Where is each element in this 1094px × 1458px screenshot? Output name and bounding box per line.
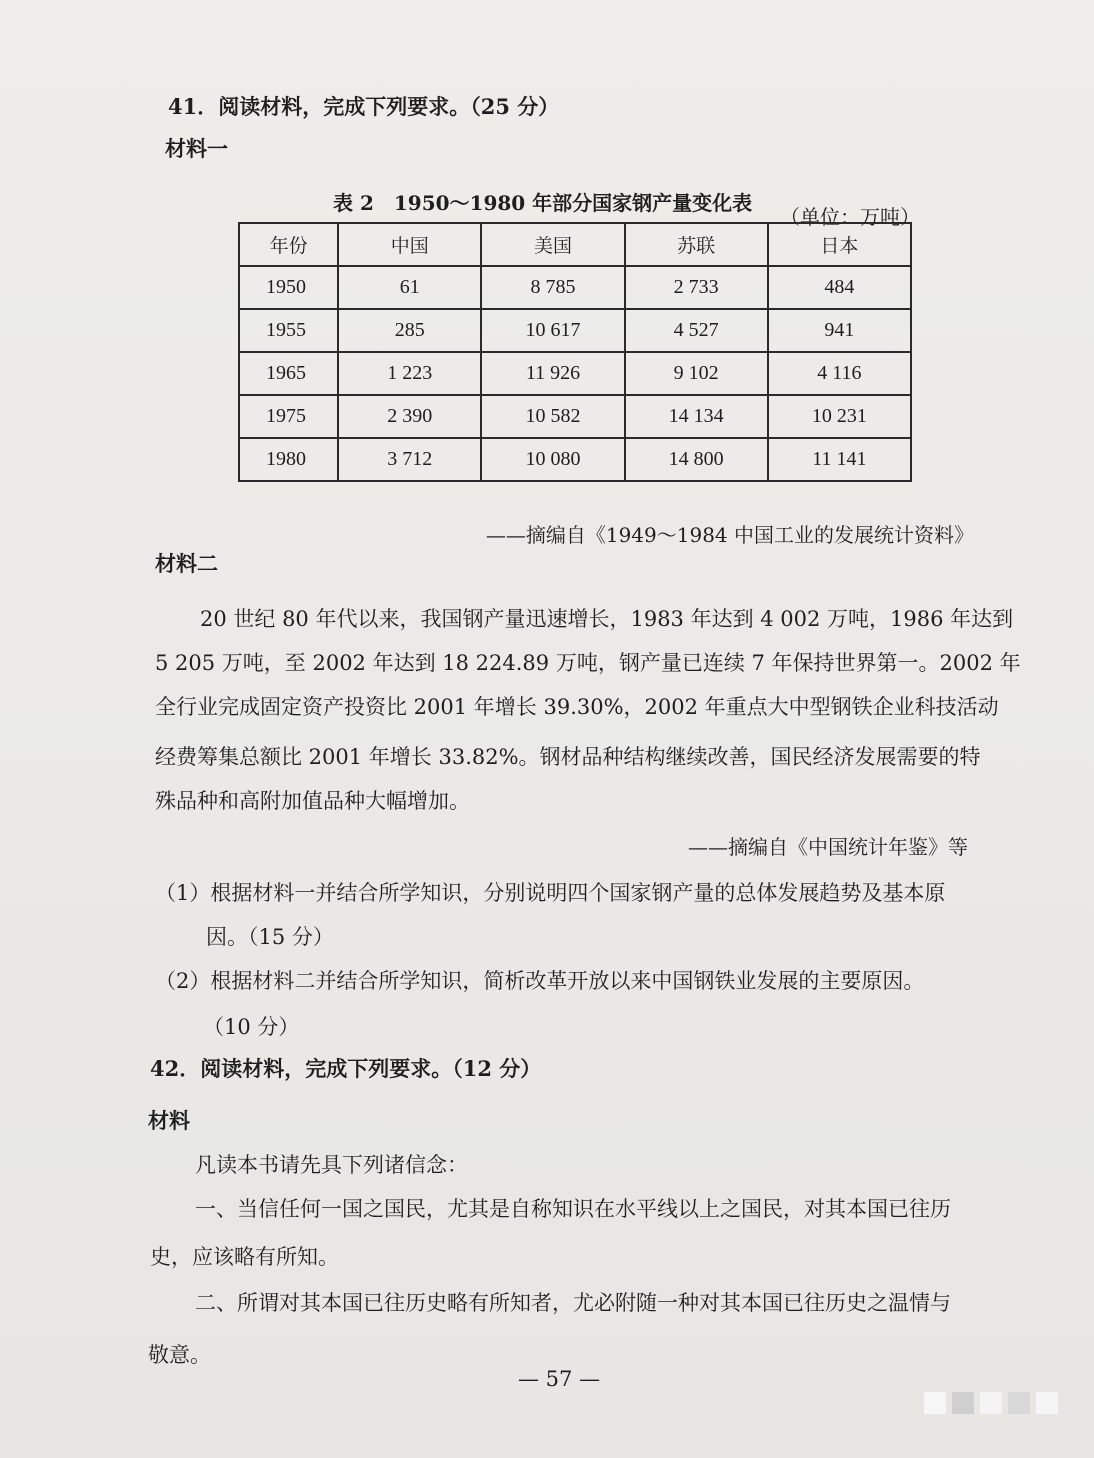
q42-heading: 42．阅读材料，完成下列要求。（12 分） [150,1056,542,1081]
cell-ussr: 14 134 [625,395,768,438]
cell-year: 1975 [239,395,338,438]
source-citation-one: ——摘编自《1949～1984 中国工业的发展统计资料》 [485,523,974,547]
material-two-line: 经费筹集总额比 2001 年增长 33.82%。钢材品种结构继续改善，国民经济发展需要的特 [155,745,981,769]
cell-usa: 10 080 [481,438,624,481]
q41-heading: 41．阅读材料，完成下列要求。（25 分） [168,94,560,119]
source-citation-two: ——摘编自《中国统计年鉴》等 [688,835,968,859]
cell-china: 3 712 [338,438,481,481]
cell-china: 61 [338,266,481,309]
q42-line: 凡读本书请先具下列诸信念： [195,1153,468,1177]
cell-usa: 8 785 [481,266,624,309]
cell-year: 1950 [239,266,338,309]
cell-year: 1955 [239,309,338,352]
cell-ussr: 14 800 [625,438,768,481]
header-china: 中国 [338,223,481,266]
material-two-line: 5 205 万吨，至 2002 年达到 18 224.89 万吨，钢产量已连续 7 年保持世界第一。2002 年 [155,651,1021,675]
q42-material-label: 材料 [148,1108,190,1133]
table-row [239,438,911,481]
cell-ussr: 9 102 [625,352,768,395]
pixelated-watermark [924,1392,1058,1414]
question-one-cont: 因。（15 分） [206,925,334,949]
q42-line: 二、所谓对其本国已往历史略有所知者，尤必附随一种对其本国已往历史之温情与 [195,1291,951,1315]
cell-japan: 4 116 [768,352,911,395]
header-ussr: 苏联 [625,223,768,266]
cell-china: 285 [338,309,481,352]
q42-line: 敬意。 [148,1343,211,1367]
material-two-line: 全行业完成固定资产投资比 2001 年增长 39.30%，2002 年重点大中型钢铁企业科技活动 [155,695,999,719]
cell-ussr: 4 527 [625,309,768,352]
header-japan: 日本 [768,223,911,266]
cell-japan: 941 [768,309,911,352]
material-two-line: 20 世纪 80 年代以来，我国钢产量迅速增长，1983 年达到 4 002 万吨，1986 年达到 [200,607,1014,631]
material-two-line: 殊品种和高附加值品种大幅增加。 [155,789,470,813]
cell-china: 1 223 [338,352,481,395]
cell-japan: 484 [768,266,911,309]
table-unit: （单位：万吨） [780,205,920,229]
cell-china: 2 390 [338,395,481,438]
cell-usa: 11 926 [481,352,624,395]
q42-line: 一、当信任何一国之国民，尤其是自称知识在水平线以上之国民，对其本国已往历 [195,1197,951,1221]
question-one: （1）根据材料一并结合所学知识，分别说明四个国家钢产量的总体发展趋势及基本原 [155,881,946,905]
table-row [239,266,911,309]
cell-japan: 10 231 [768,395,911,438]
table-row [239,395,911,438]
table-row [239,309,911,352]
material-one-label: 材料一 [165,136,228,161]
table-row [239,352,911,395]
cell-japan: 11 141 [768,438,911,481]
material-two-label: 材料二 [155,551,218,576]
question-two: （2）根据材料二并结合所学知识，简析改革开放以来中国钢铁业发展的主要原因。 [155,969,925,993]
cell-year: 1965 [239,352,338,395]
header-usa: 美国 [481,223,624,266]
steel-output-table [238,222,912,482]
header-year: 年份 [239,223,338,266]
page-number: — 57 — [518,1367,601,1391]
table-caption: 表 2 1950～1980 年部分国家钢产量变化表 [333,191,753,215]
cell-usa: 10 617 [481,309,624,352]
question-two-cont: （10 分） [203,1015,300,1039]
q42-line: 史，应该略有所知。 [150,1245,339,1269]
cell-ussr: 2 733 [625,266,768,309]
cell-year: 1980 [239,438,338,481]
table-header-row [239,223,911,266]
cell-usa: 10 582 [481,395,624,438]
